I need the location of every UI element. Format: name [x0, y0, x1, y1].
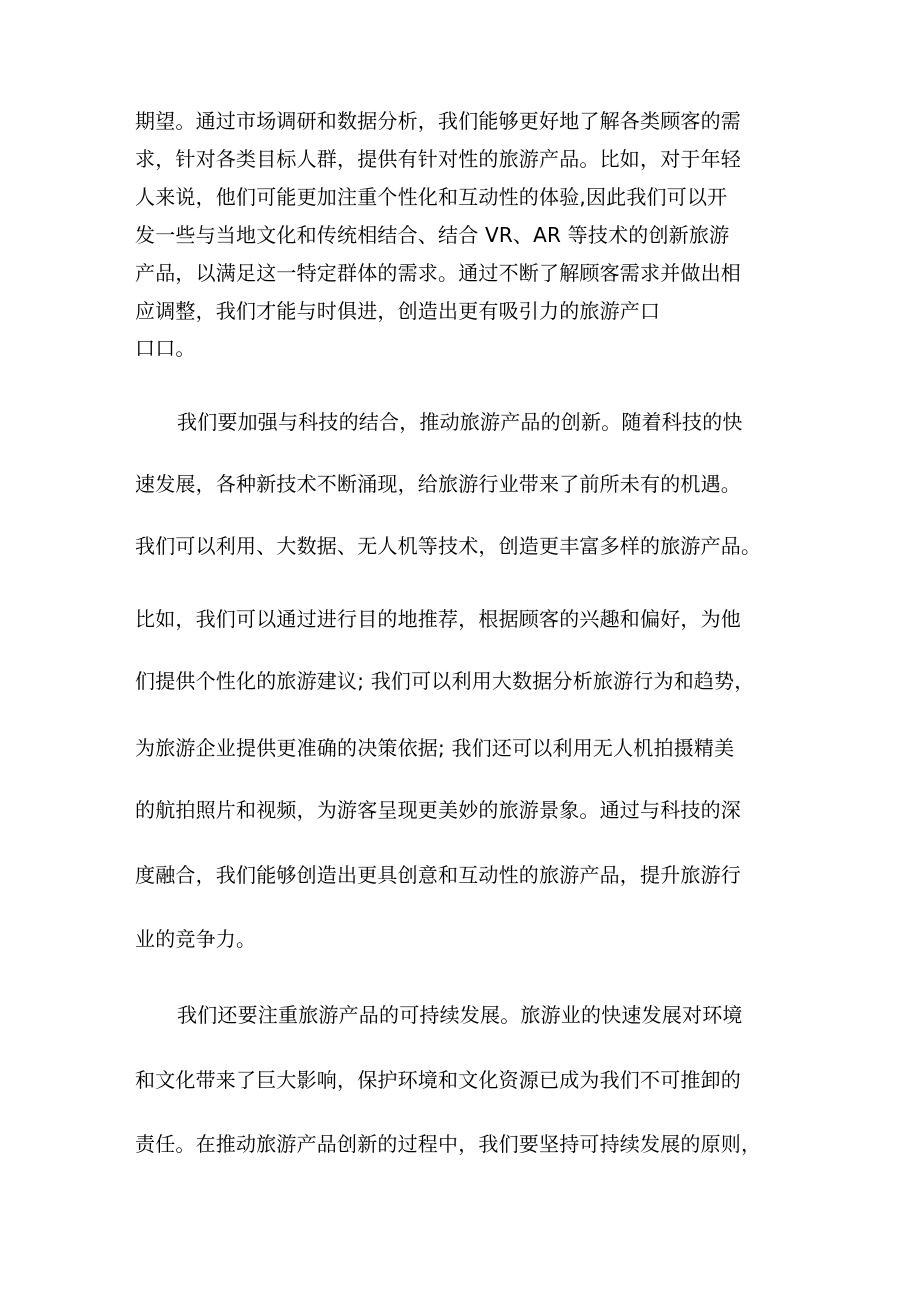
- paragraph-2-line-3: 我们可以利用、大数据、无人机等技术，创造更丰富多样的旅游产品。: [135, 534, 762, 558]
- paragraph-2-line-4: 比如，我们可以通过进行目的地推荐，根据顾客的兴趣和偏好，为他: [135, 607, 741, 631]
- paragraph-2-line-2: 速发展，各种新技术不断涌现，给旅游行业带来了前所未有的机遇。: [135, 472, 741, 496]
- paragraph-2-line-5: 们提供个性化的旅游建议; 我们可以利用大数据分析旅游行为和趋势，: [135, 669, 755, 693]
- paragraph-2-line-9: 业的竞争力。: [135, 927, 257, 951]
- paragraph-1-line-3: 人来说，他们可能更加注重个性化和互动性的体验,因此我们可以开: [135, 185, 728, 209]
- paragraph-2-line-1: 我们要加强与科技的结合，推动旅游产品的创新。随着科技的快: [177, 410, 743, 434]
- paragraph-2-line-7: 的航拍照片和视频，为游客呈现更美妙的旅游景象。通过与科技的深: [135, 798, 741, 822]
- paragraph-1-line-2: 求，针对各类目标人群，提供有针对性的旅游产品。比如，对于年轻: [135, 147, 741, 171]
- paragraph-3-line-1: 我们还要注重旅游产品的可持续发展。旅游业的快速发展对环境: [177, 1003, 743, 1027]
- paragraph-1-line-4: 发一些与当地文化和传统相结合、结合 VR、AR 等技术的创新旅游: [135, 223, 730, 247]
- paragraph-1-line-5: 产品，以满足这一特定群体的需求。通过不断了解顾客需求并做出相: [135, 261, 741, 285]
- paragraph-1-line-7: 口口。: [135, 336, 196, 360]
- paragraph-3-line-3: 责任。在推动旅游产品创新的过程中，我们要坚持可持续发展的原则，: [135, 1132, 762, 1156]
- paragraph-2-line-8: 度融合，我们能够创造出更具创意和互动性的旅游产品，提升旅游行: [135, 863, 741, 887]
- paragraph-3-line-2: 和文化带来了巨大影响，保护环境和文化资源已成为我们不可推卸的: [135, 1068, 741, 1092]
- paragraph-1-line-6: 应调整，我们才能与时俱进，创造出更有吸引力的旅游产口: [135, 299, 661, 323]
- paragraph-1-line-1: 期望。通过市场调研和数据分析，我们能够更好地了解各类顾客的需: [135, 109, 741, 133]
- paragraph-2-line-6: 为旅游企业提供更准确的决策依据; 我们还可以利用无人机拍摄精美: [135, 736, 735, 760]
